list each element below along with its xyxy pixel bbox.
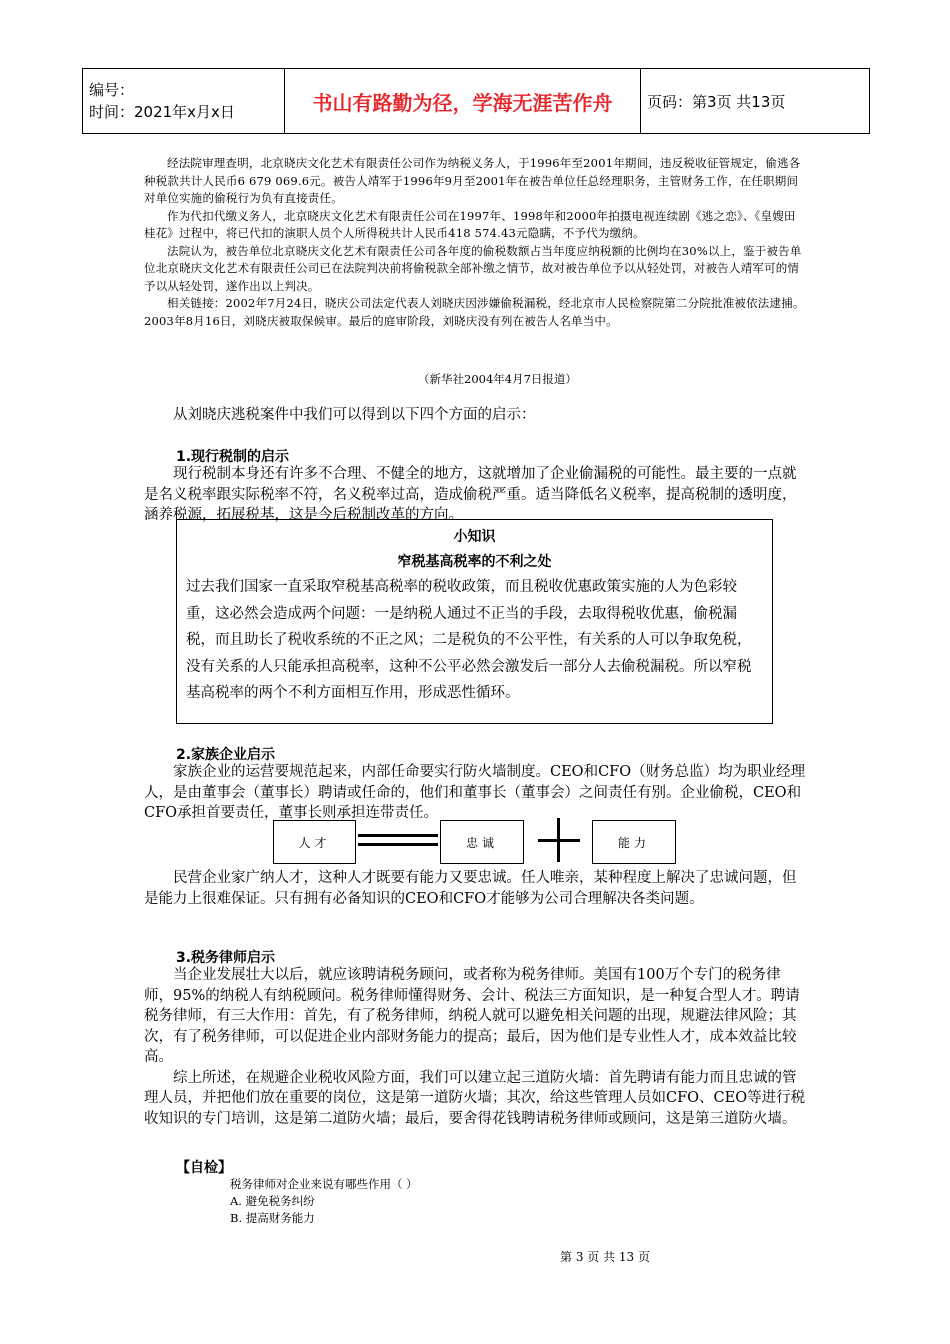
page-footer: 第 3 页 共 13 页 xyxy=(560,1250,650,1264)
header-left-cell xyxy=(83,69,285,134)
self-check-option-a: A. 避免税务纠纷 xyxy=(230,1194,315,1208)
section-3-text-1: 当企业发展壮大以后，就应该聘请税务顾问，或者称为税务律师。美国有100万个专门的税务律师，95%的纳税人有纳税顾问。税务律师懂得财务、会计、税法三方面知识，是一种复合型人才。聘请税务律师，有三大作用：首先，有了税务律师，纳税人就可以避免相关问题的出现，规避法律风险；其次，有了税务律师，可以促进企业内部财务能力的提高；最后，因为他们是专业性人才，成本效益比较高。 xyxy=(144,967,800,1065)
section-3 xyxy=(144,965,808,1129)
section-2-text-1: 家族企业的运营要规范起来，内部任命要实行防火墙制度。CEO和CFO（财务总监）均为职业经理人，是由董事会（董事长）聘请或任命的，他们和董事长（董事会）之间责任有别。企业偷税，CEO和CFO承担首要责任，董事长则承担连带责任。 xyxy=(144,764,806,821)
header-table xyxy=(82,68,870,134)
section-2 xyxy=(144,762,808,824)
equals-sign-bottom-bar xyxy=(358,843,438,846)
knowledge-box-text: 过去我们国家一直采取窄税基高税率的税收政策，而且税收优惠政策实施的人为色彩较重，这必然会造成两个问题：一是纳税人通过不正当的手段，去取得税收优惠，偷税漏税，而且助长了税收系统的不正之风；二是税负的不公平性，有关系的人可以争取免税，没有关系的人只能承担高税率，这种不公平必然会激发后一部分人去偷税漏税。所以窄税基高税率的两个不利方面相互作用，形成恶性循环。 xyxy=(186,579,752,701)
section-3-heading: 3.税务律师启示 xyxy=(176,950,276,966)
formula-ability-box: 能力 xyxy=(592,820,676,864)
intro xyxy=(144,405,808,426)
news-excerpt xyxy=(144,155,806,330)
number-label: 编号： xyxy=(89,81,135,99)
section-1-text: 现行税制本身还有许多不合理、不健全的地方，这就增加了企业偷漏税的可能性。最主要的一点就是名义税率跟实际税率不符，名义税率过高，造成偷税严重。适当降低名义税率，提高税制的透明度，涵养税源，拓展税基，这是今后税制改革的方向。 xyxy=(144,466,797,523)
news-paragraph-1: 经法院审理查明，北京晓庆文化艺术有限责任公司作为纳税义务人，于1996年至2001年期间，违反税收征管规定，偷逃各种税款共计人民币6 679 069.6元。被告人靖军于1996年9月至2001年在被告单位任总经理职务，主管财务工作，在任职期间对单位实施的偷税行为负有直接责任。 xyxy=(144,156,801,205)
page-info: 页码：第3页 共13页 xyxy=(641,69,870,134)
news-paragraph-4: 相关链接：2002年7月24日，晓庆公司法定代表人刘晓庆因涉嫌偷税漏税，经北京市人民检察院第二分院批准被依法逮捕。2003年8月16日，刘晓庆被取保候审。最后的庭审阶段，刘晓庆没有列在被告人名单当中。 xyxy=(144,296,805,328)
knowledge-box-title: 小知识 xyxy=(453,529,496,545)
date-label: 时间：2021年x月x日 xyxy=(89,103,235,121)
intro-text: 从刘晓庆逃税案件中我们可以得到以下四个方面的启示： xyxy=(173,407,536,423)
news-paragraph-2: 作为代扣代缴义务人，北京晓庆文化艺术有限责任公司在1997年、1998年和2000年拍摄电视连续剧《逃之恋》、《皇嫂田桂花》过程中，将已代扣的演职人员个人所得税共计人民币418 574.43元隐瞒，不予代为缴纳。 xyxy=(144,208,796,240)
formula-loyalty-box: 忠诚 xyxy=(440,820,524,864)
knowledge-box xyxy=(176,519,773,724)
plus-sign-vertical xyxy=(557,818,560,862)
section-2-heading: 2.家族企业启示 xyxy=(176,747,276,763)
equals-sign-top-bar xyxy=(358,834,438,837)
self-check-option-b: B. 提高财务能力 xyxy=(230,1211,315,1225)
news-source: （新华社2004年4月7日报道） xyxy=(418,372,577,386)
section-1-heading: 1.现行税制的启示 xyxy=(176,449,290,465)
section-2-continued xyxy=(144,868,808,909)
section-3-text-2: 综上所述，在规避企业税收风险方面，我们可以建立起三道防火墙：首先聘请有能力而且忠诚的管理人员，并把他们放在重要的岗位，这是第一道防火墙；其次，给这些管理人员如CFO、CEO等进行税收知识的专门培训，这是第二道防火墙；最后，要舍得花钱聘请税务律师或顾问，这是第三道防火墙。 xyxy=(144,1069,806,1127)
motto: 书山有路勤为径，学海无涯苦作舟 xyxy=(285,69,641,134)
self-check-heading: 【自检】 xyxy=(176,1160,232,1176)
knowledge-box-subtitle: 窄税基高税率的不利之处 xyxy=(397,554,552,570)
self-check-question: 税务律师对企业来说有哪些作用（ ） xyxy=(230,1177,418,1191)
formula-talent-box: 人才 xyxy=(273,820,356,864)
news-paragraph-3: 法院认为，被告单位北京晓庆文化艺术有限责任公司各年度的偷税数额占当年度应纳税额的比例均在30%以上，鉴于被告单位北京晓庆文化艺术有限责任公司已在法院判决前将偷税款全部补缴之情节，故对被告单位予以从轻处罚，对被告人靖军可的情予以从轻处罚，遂作出以上判决。 xyxy=(144,243,802,293)
section-2-text-2: 民营企业家广纳人才，这种人才既要有能力又要忠诚。任人唯亲，某种程度上解决了忠诚问题，但是能力上很难保证。只有拥有必备知识的CEO和CFO才能够为公司合理解决各类问题。 xyxy=(144,870,797,907)
section-1 xyxy=(144,464,808,526)
